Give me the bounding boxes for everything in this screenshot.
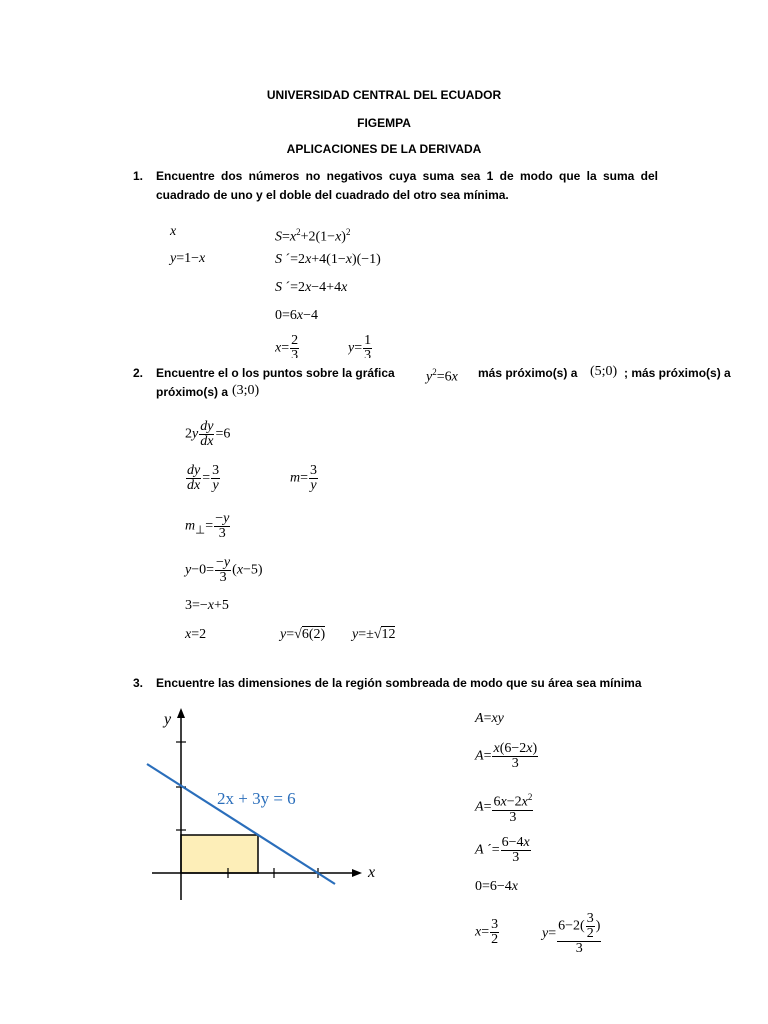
line-equation-label: 2x + 3y = 6	[217, 789, 296, 808]
y-axis-arrow-icon	[177, 708, 185, 718]
problem-2-number: 2.	[133, 366, 144, 380]
inline-equation: $y^2=6x$	[426, 367, 458, 385]
area-graph	[140, 704, 390, 904]
problem-3-text: Encuentre las dimensiones de la región sombreada de modo que su área sea mínima	[156, 676, 642, 690]
problem-1-text: Encuentre dos números no negativos cuya suma sea 1 de modo que la suma del cuadrado de uno y el doble del cuadrado del otro sea mínima.	[156, 169, 658, 202]
x-axis-label: x	[368, 864, 376, 881]
y-axis-label: y	[164, 711, 172, 728]
x-axis-arrow-icon	[352, 869, 362, 877]
problem-1-number: 1.	[133, 169, 144, 183]
problem-3-number: 3.	[133, 676, 144, 690]
university-title: UNIVERSIDAD CENTRAL DEL ECUADOR	[266, 88, 502, 102]
topic-title: APLICACIONES DE LA DERIVADA	[286, 142, 482, 156]
faculty-title: FIGEMPA	[357, 116, 411, 130]
shaded-rectangle	[181, 835, 258, 873]
